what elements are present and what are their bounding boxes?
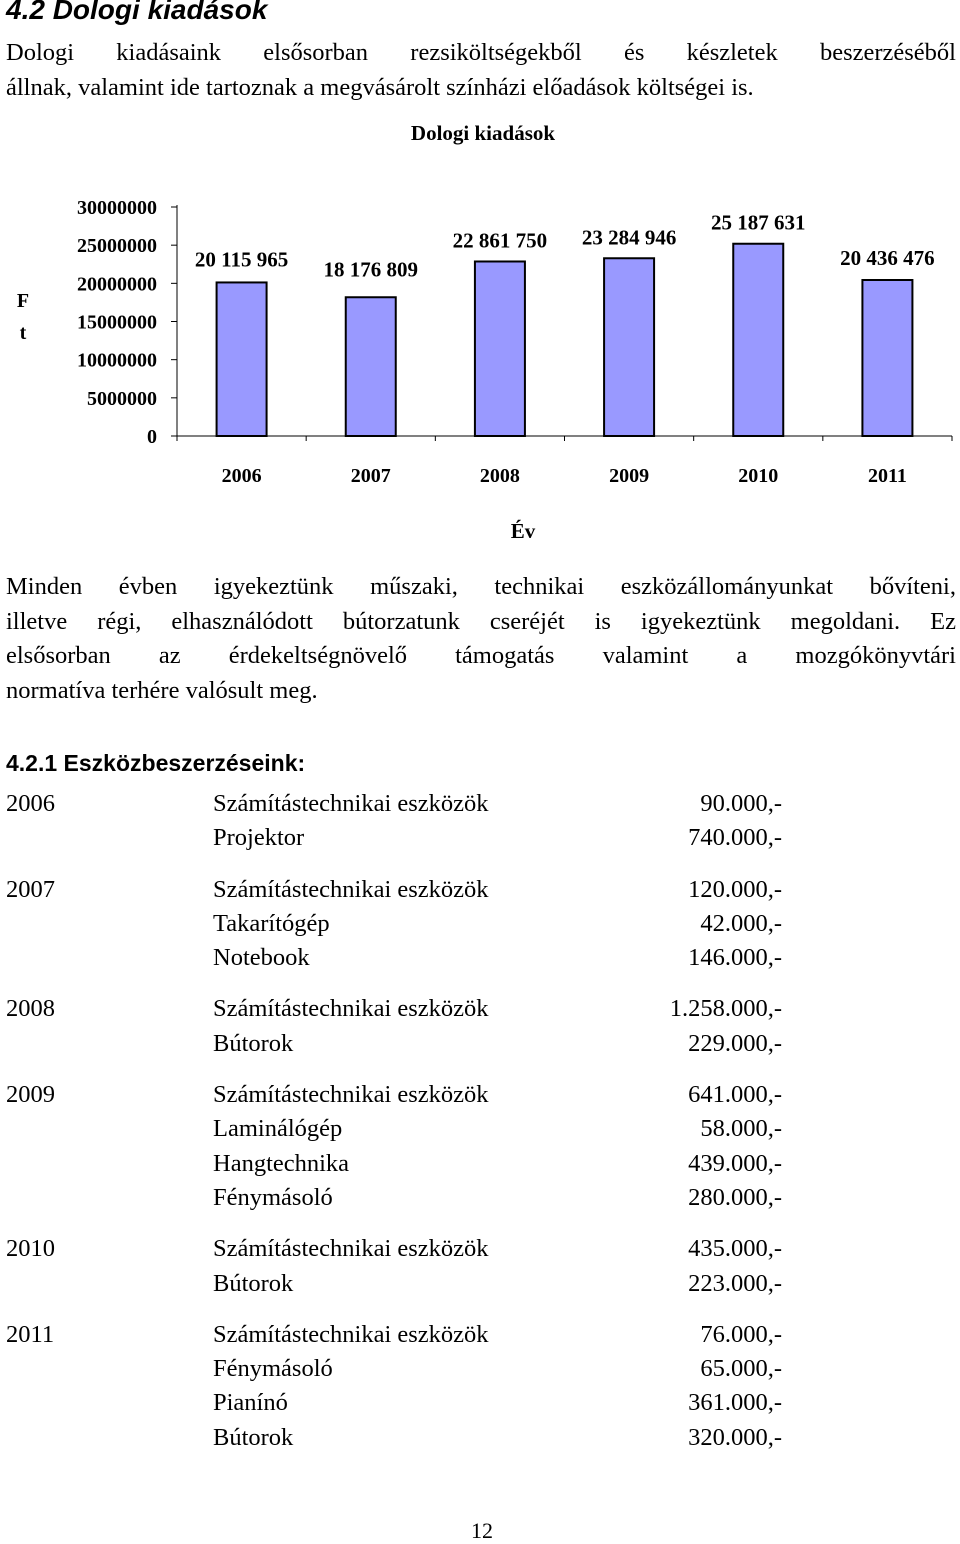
purchase-item-name: Bútorok (213, 1029, 294, 1057)
expenses-bar-chart (0, 110, 960, 550)
purchase-amount: 58.000,- (700, 1115, 782, 1143)
y-tick-label: 10000000 (77, 349, 157, 372)
purchase-amount: 120.000,- (688, 875, 782, 903)
purchase-row (0, 1321, 960, 1355)
purchase-year-group (0, 1081, 960, 1218)
purchase-amount: 435.000,- (688, 1235, 782, 1263)
y-tick-label: 5000000 (87, 387, 157, 410)
purchase-row (0, 1115, 960, 1149)
purchase-amount: 65.000,- (700, 1355, 782, 1383)
y-axis-label: F (16, 290, 30, 312)
y-axis-label: t (19, 322, 27, 344)
purchase-item-name: Fénymásoló (213, 1355, 333, 1383)
y-tick-label: 25000000 (77, 235, 157, 258)
purchase-row (0, 1389, 960, 1423)
purchase-item-name: Számítástechnikai eszközök (213, 1320, 489, 1348)
purchase-item-name: Projektor (213, 824, 305, 852)
purchase-item-name: Pianínó (213, 1389, 288, 1417)
purchase-row (0, 1030, 960, 1064)
bar (733, 244, 783, 436)
bar-data-label: 20 436 476 (840, 246, 935, 271)
purchase-amount: 740.000,- (688, 824, 782, 852)
purchase-year: 2009 (6, 1081, 55, 1109)
purchase-item-name: Számítástechnikai eszközök (213, 1235, 489, 1263)
purchase-item-name: Laminálógép (213, 1115, 343, 1143)
purchase-row (0, 1424, 960, 1458)
purchase-amount: 76.000,- (700, 1320, 782, 1348)
purchase-amount: 320.000,- (688, 1423, 782, 1451)
purchase-year: 2010 (6, 1235, 55, 1263)
purchase-amount: 42.000,- (700, 909, 782, 937)
bar (862, 280, 912, 436)
x-axis-label: Év (510, 519, 536, 543)
bar-data-label: 18 176 809 (323, 257, 418, 282)
purchase-amount: 1.258.000,- (669, 995, 782, 1023)
intro-line: állnak, valamint ide tartoznak a megvásárolt színházi előadások költségei is. (6, 73, 754, 101)
purchase-item-name: Bútorok (213, 1269, 294, 1297)
body-line: elsősorban az érdekeltségnövelő támogatás valamint a mozgókönyvtári (6, 642, 956, 669)
purchase-year-group (0, 1235, 960, 1304)
purchase-amount: 439.000,- (688, 1149, 782, 1177)
section-title: 4.2 Dologi kiadások (6, 0, 268, 25)
body-line: normatíva terhére valósult meg. (6, 676, 318, 704)
purchase-row (0, 790, 960, 824)
purchase-item-name: Bútorok (213, 1423, 294, 1451)
purchase-item-name: Számítástechnikai eszközök (213, 995, 489, 1023)
y-tick-label: 20000000 (77, 273, 157, 296)
purchase-row (0, 1270, 960, 1304)
bar-data-label: 23 284 946 (581, 225, 677, 250)
body-line: Minden évben igyekeztünk műszaki, technikai eszközállományunkat bővíteni, (6, 573, 956, 600)
purchase-amount: 223.000,- (688, 1269, 782, 1297)
purchase-year: 2007 (6, 875, 55, 903)
purchase-row (0, 995, 960, 1029)
purchase-amount: 641.000,- (688, 1081, 782, 1109)
purchase-year: 2011 (6, 1320, 55, 1348)
purchase-row (0, 944, 960, 978)
bar (475, 261, 525, 436)
intro-line: Dologi kiadásaink elsősorban rezsiköltségekből és készletek beszerzéséből (6, 39, 956, 66)
x-tick-label: 2011 (867, 465, 907, 487)
x-tick-label: 2009 (609, 465, 650, 487)
purchase-amount: 146.000,- (688, 944, 782, 972)
purchase-item-name: Hangtechnika (213, 1149, 350, 1177)
purchase-year: 2006 (6, 790, 55, 817)
purchase-row (0, 824, 960, 858)
purchase-year-group (0, 1321, 960, 1458)
purchase-row (0, 1184, 960, 1218)
purchase-year: 2008 (6, 995, 55, 1023)
bar-data-label: 20 115 965 (194, 247, 289, 272)
intro-paragraph (6, 36, 956, 105)
purchase-amount: 90.000,- (700, 790, 782, 817)
bar-data-label: 25 187 631 (711, 210, 806, 235)
purchase-item-name: Számítástechnikai eszközök (213, 790, 489, 817)
body-line: illetve régi, elhasználódott bútorzatunk cseréjét is igyekeztünk megoldani. Ez (6, 607, 956, 635)
purchase-item-name: Takarítógép (213, 909, 330, 937)
purchase-row (0, 1235, 960, 1269)
purchases-list (0, 790, 960, 1475)
purchase-item-name: Notebook (213, 944, 310, 972)
x-tick-label: 2010 (738, 465, 779, 487)
bar (346, 297, 396, 436)
purchase-year-group (0, 995, 960, 1064)
subsection-title: 4.2.1 Eszközbeszerzéseink: (6, 750, 306, 776)
y-tick-label: 30000000 (77, 197, 157, 219)
purchase-item-name: Fénymásoló (213, 1183, 333, 1211)
body-paragraph (6, 570, 956, 708)
purchase-row (0, 1081, 960, 1115)
purchase-row (0, 876, 960, 910)
page-number: 12 (471, 1518, 493, 1543)
y-tick-label: 15000000 (77, 311, 157, 334)
bar-data-label: 22 861 750 (452, 228, 548, 253)
x-tick-label: 2008 (479, 465, 520, 487)
purchase-amount: 361.000,- (688, 1389, 782, 1417)
purchase-row (0, 1150, 960, 1184)
purchase-item-name: Számítástechnikai eszközök (213, 875, 489, 903)
purchase-amount: 229.000,- (688, 1029, 782, 1057)
purchase-year-group (0, 876, 960, 979)
x-tick-label: 2007 (350, 465, 391, 487)
purchase-row (0, 1355, 960, 1389)
chart-title: Dologi kiadások (410, 121, 556, 145)
x-tick-label: 2006 (221, 465, 262, 487)
y-tick-label: 0 (147, 426, 157, 448)
purchase-item-name: Számítástechnikai eszközök (213, 1081, 489, 1109)
bar (604, 258, 654, 436)
purchase-row (0, 910, 960, 944)
bar (217, 282, 267, 436)
purchase-year-group (0, 790, 960, 859)
purchase-amount: 280.000,- (688, 1183, 782, 1211)
